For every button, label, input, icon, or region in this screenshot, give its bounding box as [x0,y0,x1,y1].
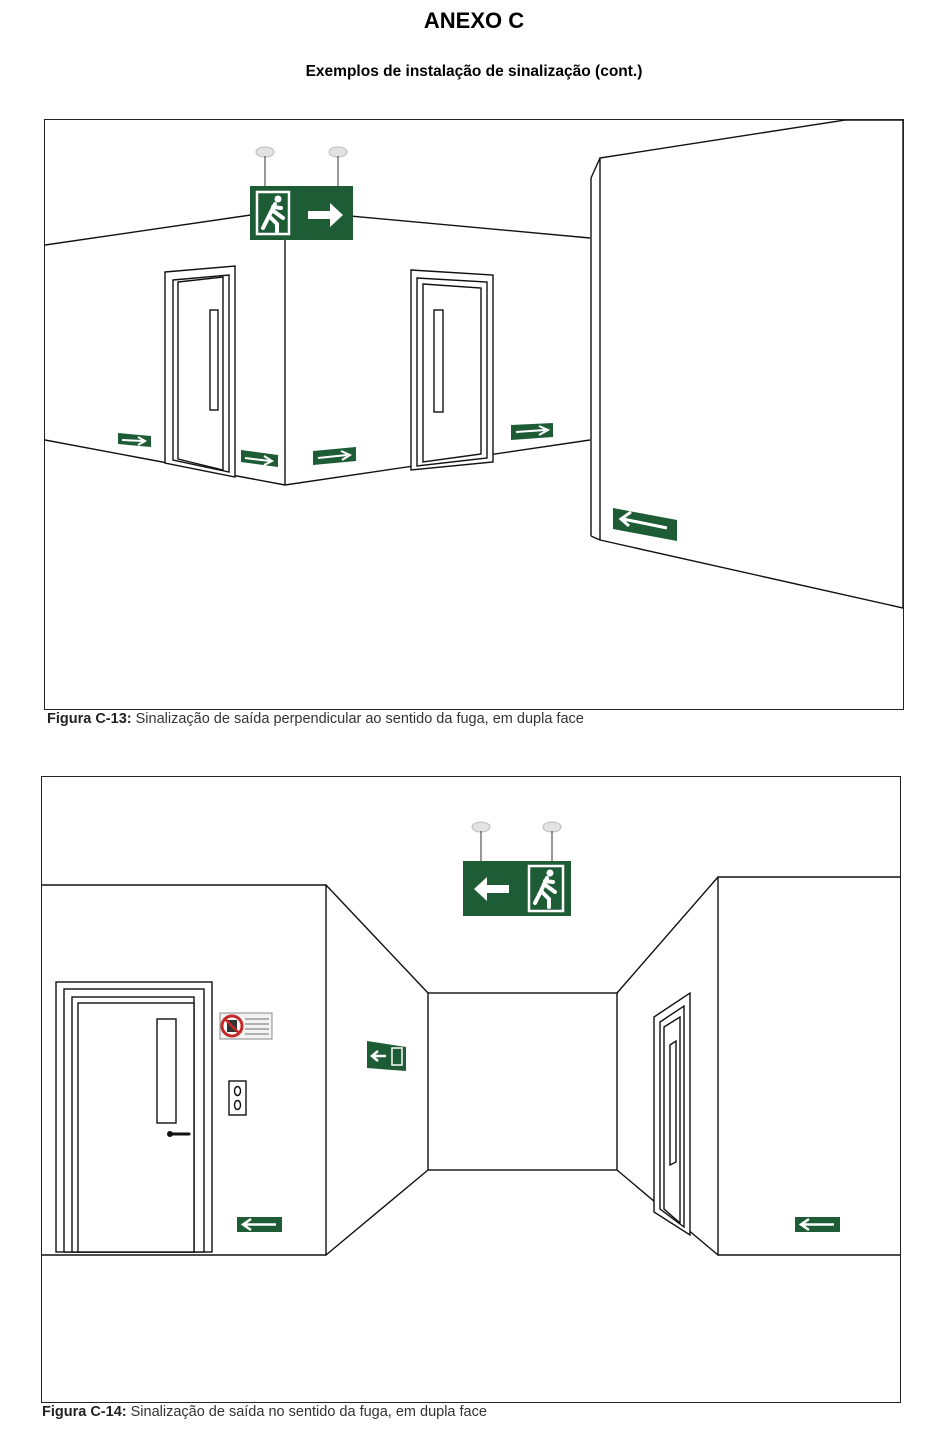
floor-arrow-sign [241,450,278,467]
figure-label: Figura C-14: [42,1404,127,1420]
right-door [654,993,690,1235]
hanging-exit-sign [250,147,353,240]
floor-arrow-sign [313,447,356,465]
figure-c13-illustration [44,119,904,710]
corridor-corner-drawing [45,120,903,709]
figure-c13-caption [47,711,584,727]
left-door [56,982,212,1252]
hanging-exit-sign [463,822,571,916]
corridor-drawing [42,777,900,1402]
elevator-buttons-icon [229,1081,246,1115]
floor-arrow-sign [795,1217,840,1232]
figure-caption-text: Sinalização de saída no sentido da fuga, em dupla face [130,1404,487,1420]
no-elevator-sign-icon [220,1013,272,1039]
figure-c14-illustration [41,776,901,1403]
wall-exit-sign [367,1041,406,1071]
floor-arrow-sign [511,423,553,440]
floor-arrow-sign [118,433,151,447]
figure-label: Figura C-13: [47,711,132,727]
figure-c14-caption [42,1404,487,1420]
right-door [411,270,493,470]
figure-caption-text: Sinalização de saída perpendicular ao sentido da fuga, em dupla face [135,711,584,727]
floor-arrow-sign [237,1217,282,1232]
left-door [165,266,235,477]
corridor-end-wall [428,993,617,1170]
page-subtitle: Exemplos de instalação de sinalização (cont.) [305,63,643,80]
page-title: ANEXO C [423,8,525,33]
